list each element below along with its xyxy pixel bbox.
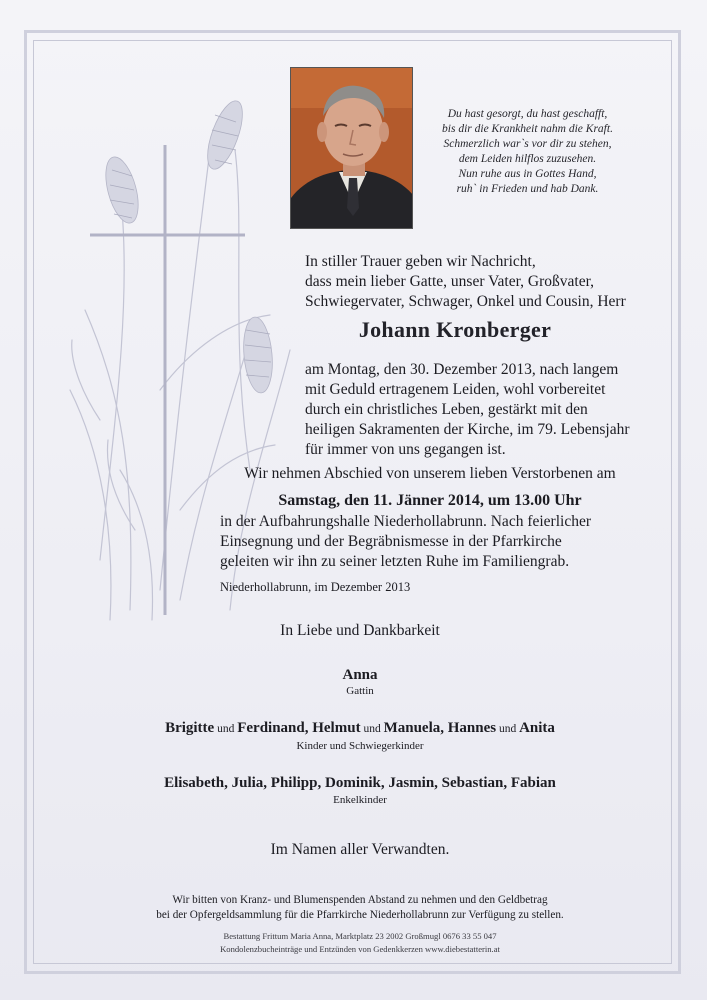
closing-line: Im Namen aller Verwandten. [270, 841, 450, 858]
intro-line: dass mein lieber Gatte, unser Vater, Großvater, [305, 273, 594, 290]
conjunction: und [360, 723, 384, 735]
conjunction: und [214, 723, 238, 735]
children-names [80, 720, 640, 737]
poem-line: Nun ruhe aus in Gottes Hand, [458, 168, 597, 180]
poem-line: ruh` in Frieden und hab Dank. [456, 183, 599, 195]
request-line: bei der Opfergeldsammlung für die Pfarrkirche Niederhollabrunn zur Verfügung zu stellen. [156, 909, 564, 921]
footer-line: Kondolenzbucheinträge und Entzünden von Gedenkkerzen www.diebestatterin.at [220, 944, 500, 954]
passing-line: mit Geduld ertragenem Leiden, wohl vorbereitet [305, 381, 606, 398]
passing-line: heiligen Sakramenten der Kirche, im 79. Lebensjahr [305, 421, 630, 438]
funeral-home-footer [80, 930, 640, 956]
ceremony-line: Einsegnung und der Begräbnismesse in der Pfarrkirche [220, 533, 562, 550]
love-line: In Liebe und Dankbarkeit [280, 622, 440, 639]
portrait-image [291, 68, 413, 229]
passing-line: am Montag, den 30. Dezember 2013, nach langem [305, 361, 619, 378]
spouse-name: Anna [342, 667, 378, 683]
grandchildren-role: Enkelkinder [333, 794, 387, 806]
farewell-line: Wir nehmen Abschied von unserem lieben Verstorbenen am [244, 465, 616, 482]
child-name: Anita [519, 720, 555, 736]
children-role: Kinder und Schwiegerkinder [296, 740, 424, 752]
child-name: Manuela, Hannes [383, 720, 497, 736]
funeral-date: Samstag, den 11. Jänner 2014, um 13.00 Uhr [278, 492, 582, 509]
poem-line: Schmerzlich war`s vor dir zu stehen, [443, 138, 612, 150]
child-name: Ferdinand, Helmut [237, 720, 361, 736]
place-date: Niederhollabrunn, im Dezember 2013 [220, 580, 411, 594]
grandchildren-names: Elisabeth, Julia, Philipp, Dominik, Jasmin, Sebastian, Fabian [164, 775, 556, 791]
poem-line: Du hast gesorgt, du hast geschafft, [447, 108, 608, 120]
intro-paragraph [305, 252, 665, 312]
poem-line: bis dir die Krankheit nahm die Kraft. [442, 123, 613, 135]
intro-line: Schwiegervater, Schwager, Onkel und Cousin, Herr [305, 293, 626, 310]
request-line: Wir bitten von Kranz- und Blumenspenden Abstand zu nehmen und den Geldbetrag [172, 894, 548, 906]
intro-line: In stiller Trauer geben wir Nachricht, [305, 253, 536, 270]
footer-line: Bestattung Frittum Maria Anna, Marktplatz 23 2002 Großmugl 0676 33 55 047 [223, 931, 497, 941]
ceremony-line: geleiten wir ihn zu seiner letzten Ruhe im Familiengrab. [220, 553, 570, 570]
ceremony-paragraph [220, 512, 660, 572]
passing-line: durch ein christliches Leben, gestärkt mit den [305, 401, 588, 418]
passing-paragraph [305, 360, 675, 460]
passing-line: für immer von uns gegangen ist. [305, 441, 506, 458]
deceased-name: Johann Kronberger [358, 317, 552, 342]
donation-request [60, 893, 660, 923]
portrait-photo [290, 67, 413, 229]
poem [420, 107, 635, 197]
ceremony-line: in der Aufbahrungshalle Niederhollabrunn. Nach feierlicher [220, 513, 591, 530]
conjunction: und [496, 723, 520, 735]
spouse-role: Gattin [346, 685, 374, 697]
poem-line: dem Leiden hilflos zuzusehen. [458, 153, 597, 165]
child-name: Brigitte [165, 720, 215, 736]
